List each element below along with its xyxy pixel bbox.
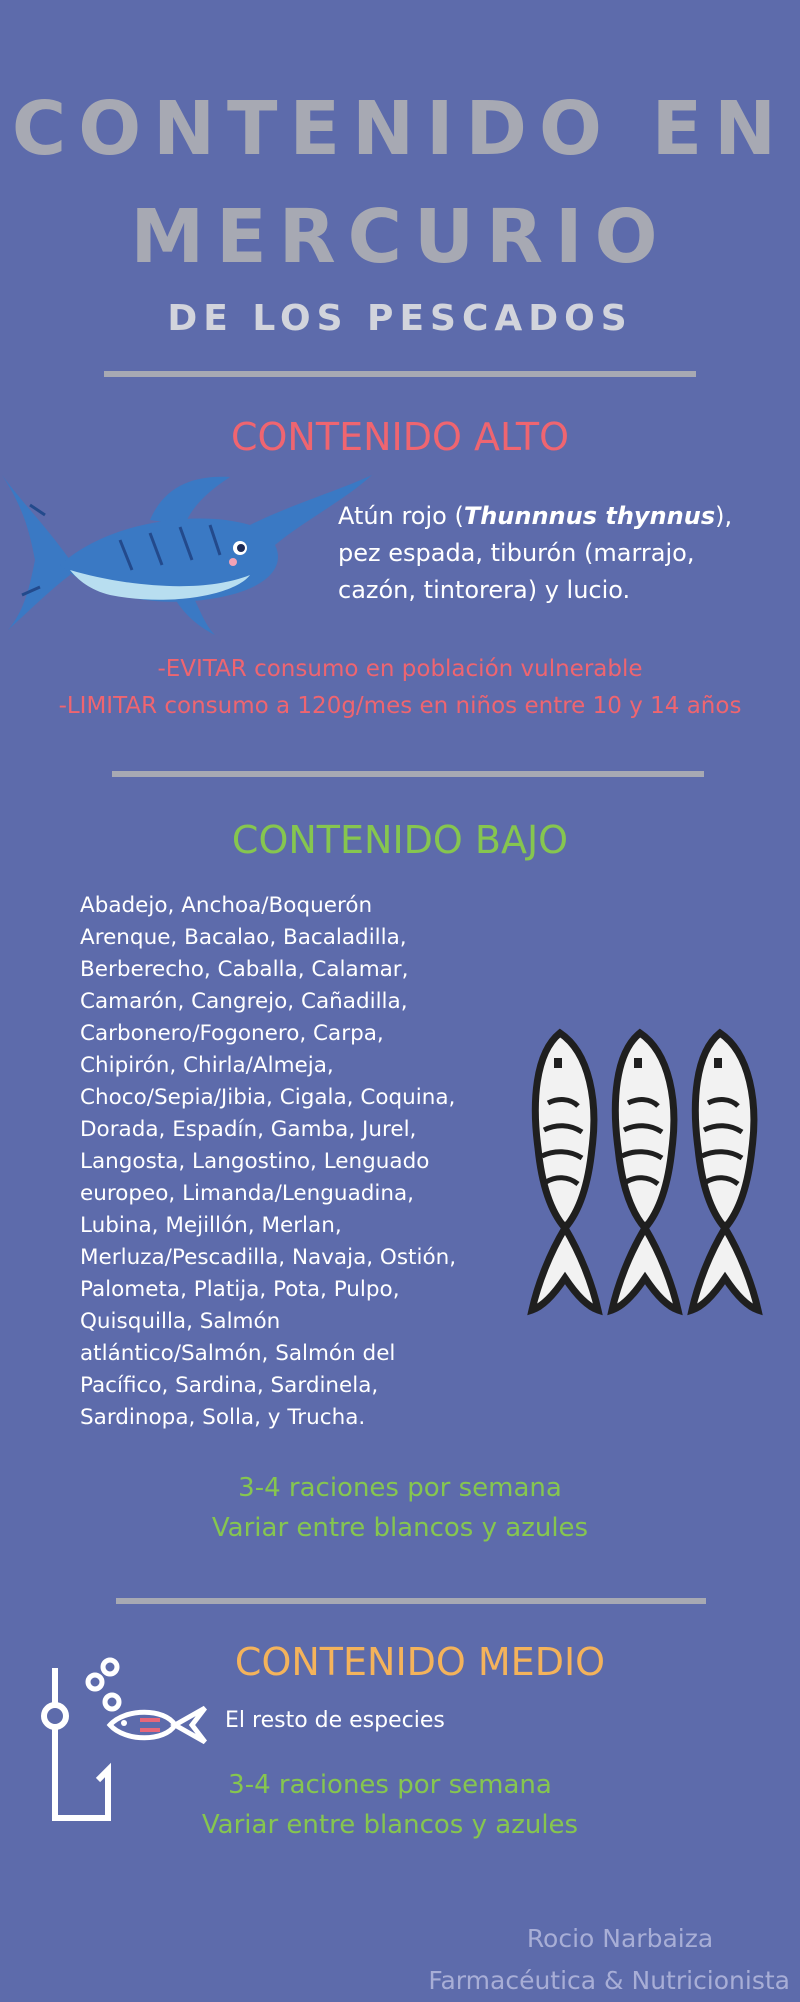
three-fish-icon — [520, 1028, 770, 1318]
subtitle: DE LOS PESCADOS — [167, 298, 633, 339]
heading-medio: CONTENIDO MEDIO — [234, 1640, 606, 1684]
list-item: Berberecho, Caballa, Calamar, — [80, 957, 409, 982]
alto-note-1: -EVITAR consumo en población vulnerable — [157, 656, 643, 682]
list-item: Arenque, Bacalao, Bacaladilla, — [80, 925, 407, 950]
divider-2 — [112, 771, 704, 777]
bajo-note-2: Variar entre blancos y azules — [211, 1513, 589, 1543]
list-item: Camarón, Cangrejo, Cañadilla, — [80, 989, 408, 1014]
list-item: europeo, Limanda/Lenguadina, — [80, 1181, 414, 1206]
alto-note-2: -LIMITAR consumo a 120g/mes en niños entre 10 y 14 años — [58, 693, 742, 719]
list-item: Abadejo, Anchoa/Boquerón — [80, 893, 373, 918]
medio-text: El resto de especies — [225, 1708, 445, 1733]
alto-species-italic: Thunnnus thynnus — [463, 502, 716, 530]
swordfish-icon — [0, 465, 380, 640]
bajo-species-list — [80, 890, 520, 1434]
author-role: Farmacéutica & Nutricionista — [428, 1966, 790, 1995]
heading-bajo: CONTENIDO BAJO — [231, 818, 569, 862]
divider-1 — [104, 371, 696, 377]
list-item: Lubina, Mejillón, Merlan, — [80, 1213, 342, 1238]
divider-3 — [116, 1598, 706, 1604]
alto-text — [338, 498, 778, 609]
title-line2: MERCURIO — [130, 194, 670, 280]
medio-note-2: Variar entre blancos y azules — [201, 1810, 579, 1840]
alto-text-line2: pez espada, tiburón (marrajo, — [338, 539, 695, 567]
list-item: atlántico/Salmón, Salmón del — [80, 1341, 396, 1366]
list-item: Carbonero/Fogonero, Carpa, — [80, 1021, 384, 1046]
list-item: Pacífico, Sardina, Sardinela, — [80, 1373, 379, 1398]
alto-text-line3: cazón, tintorera) y lucio. — [338, 576, 631, 604]
list-item: Sardinopa, Solla, y Trucha. — [80, 1405, 366, 1430]
heading-alto: CONTENIDO ALTO — [230, 415, 570, 459]
list-item: Choco/Sepia/Jibia, Cigala, Coquina, — [80, 1085, 456, 1110]
medio-note-1: 3-4 raciones por semana — [228, 1770, 552, 1800]
list-item: Palometa, Platija, Pota, Pulpo, — [80, 1277, 400, 1302]
list-item: Langosta, Langostino, Lenguado — [80, 1149, 430, 1174]
list-item: Merluza/Pescadilla, Navaja, Ostión, — [80, 1245, 457, 1270]
list-item: Quisquilla, Salmón — [80, 1309, 281, 1334]
bajo-note-1: 3-4 raciones por semana — [238, 1473, 562, 1503]
list-item: Chipirón, Chirla/Almeja, — [80, 1053, 334, 1078]
author-name: Rocio Narbaiza — [526, 1924, 714, 1953]
title-line1: CONTENIDO EN — [11, 86, 789, 172]
list-item: Dorada, Espadín, Gamba, Jurel, — [80, 1117, 417, 1142]
alto-text-line1: Atún rojo (Thunnnus thynnus), — [338, 502, 733, 530]
